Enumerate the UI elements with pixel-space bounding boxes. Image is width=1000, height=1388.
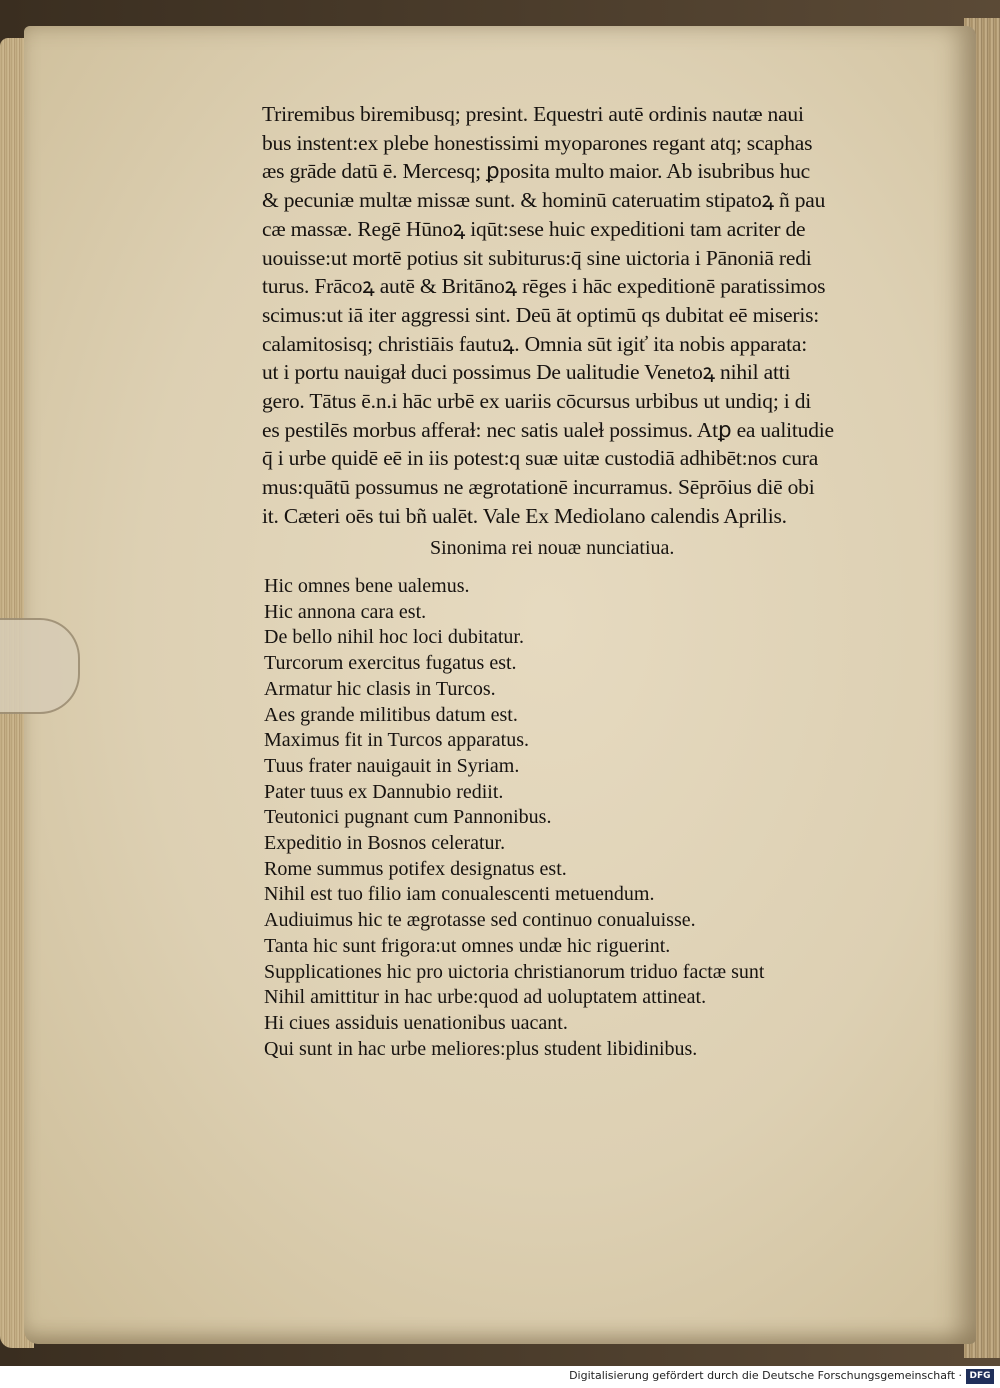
phrase-entry: Teutonici pugnant cum Pannonibus. [264, 806, 552, 829]
phrase-entry: Turcorum exercitus fugatus est. [264, 652, 517, 675]
phrase-entry: Nihil amittitur in hac urbe:quod ad uoluptatem attineat. [264, 986, 707, 1009]
body-line: turus. Frācoꝝ autē & Britānoꝝ rēges i hāc expeditionē paratissimos [262, 274, 826, 299]
phrase-entry: Hic omnes bene ualemus. [264, 575, 470, 597]
bookmark-strip [0, 618, 80, 714]
phrase-entry: Tuus frater nauigauit in Syriam. [264, 754, 520, 777]
phrase-list [264, 574, 884, 1062]
phrase-entry: Nihil est tuo filio iam conualescenti metuendum. [264, 883, 655, 906]
body-line: & pecuniæ multæ missæ sunt. & hominū cateruatim stipatoꝝ ñ pau [262, 188, 826, 213]
letter-body [262, 100, 884, 531]
body-line: it. Cæteri oēs tui bñ ualēt. Vale Ex Mediolano calendis Aprilis. [262, 503, 787, 528]
body-line: mus:quātū possumus ne ægrotationē incurramus. Sēprōius diē obi [262, 475, 815, 500]
dfg-logo: DFG [966, 1369, 994, 1384]
body-line: uouisse:ut mortē potius sit subiturus:q̄ sine uictoria i Pānoniā redi [262, 245, 812, 270]
phrase-entry: Maximus fit in Turcos apparatus. [264, 729, 529, 752]
phrase-entry: Armatur hic clasis in Turcos. [264, 677, 496, 700]
body-line: cæ massæ. Regē Hūnoꝝ iqūt:sese huic expeditioni tam acriter de [262, 216, 806, 241]
body-line: ut i portu nauigaɫ duci possimus De ualitudie Venetoꝝ nihil atti [262, 360, 791, 385]
body-line: calamitosisq; christiāis fautuꝝ. Omnia sūt igiť ita nobis apparata: [262, 331, 807, 356]
phrase-entry: Rome summus potifex designatus est. [264, 857, 567, 880]
phrase-entry: Hic annona cara est. [264, 600, 427, 623]
funding-credit: Digitalisierung gefördert durch die Deutsche Forschungsgemeinschaft · [569, 1369, 962, 1382]
body-line: bus instent:ex plebe honestissimi myoparones regant atq; scaphas [262, 130, 813, 155]
body-line: q̄ i urbe quidē eē in iis potest:q suæ uitæ custodiā adhibēt:nos cura [262, 446, 819, 471]
phrase-entry: De bello nihil hoc loci dubitatur. [264, 626, 524, 649]
body-line: scimus:ut iā iter aggressi sint. Deū āt optimū qs dubitat eē miseris: [262, 302, 820, 327]
phrase-entry: Expeditio in Bosnos celeratur. [264, 832, 506, 855]
phrase-entry: Supplicationes hic pro uictoria christianorum triduo factæ sunt [264, 960, 765, 983]
body-line: Triremibus biremibusq; presint. Equestri autē ordinis nautæ naui [262, 102, 804, 126]
section-heading: Sinonima rei nouæ nunciatiua. [430, 537, 675, 559]
phrase-entry: Qui sunt in hac urbe meliores:plus student libidinibus. [264, 1037, 698, 1060]
phrase-entry: Audiuimus hic te ægrotasse sed continuo conualuisse. [264, 909, 696, 932]
footer-bar [0, 1366, 1000, 1388]
phrase-entry: Aes grande militibus datum est. [264, 703, 518, 726]
body-line: gero. Tātus ē.n.i hāc urbē ex uariis cōcursus urbibus ut undiq; i di [262, 389, 812, 414]
body-line: es pestilēs morbus afferaɫ: nec satis ualeɫ possimus. Atꝑ ea ualitudie [262, 417, 834, 442]
phrase-entry: Hi ciues assiduis uenationibus uacant. [264, 1011, 568, 1034]
phrase-entry: Tanta hic sunt frigora:ut omnes undæ hic riguerint. [264, 934, 671, 957]
phrase-entry: Pater tuus ex Dannubio rediit. [264, 780, 504, 803]
body-line: æs grāde datū ē. Mercesq; ꝑposita multo maior. Ab isubribus huc [262, 159, 811, 184]
